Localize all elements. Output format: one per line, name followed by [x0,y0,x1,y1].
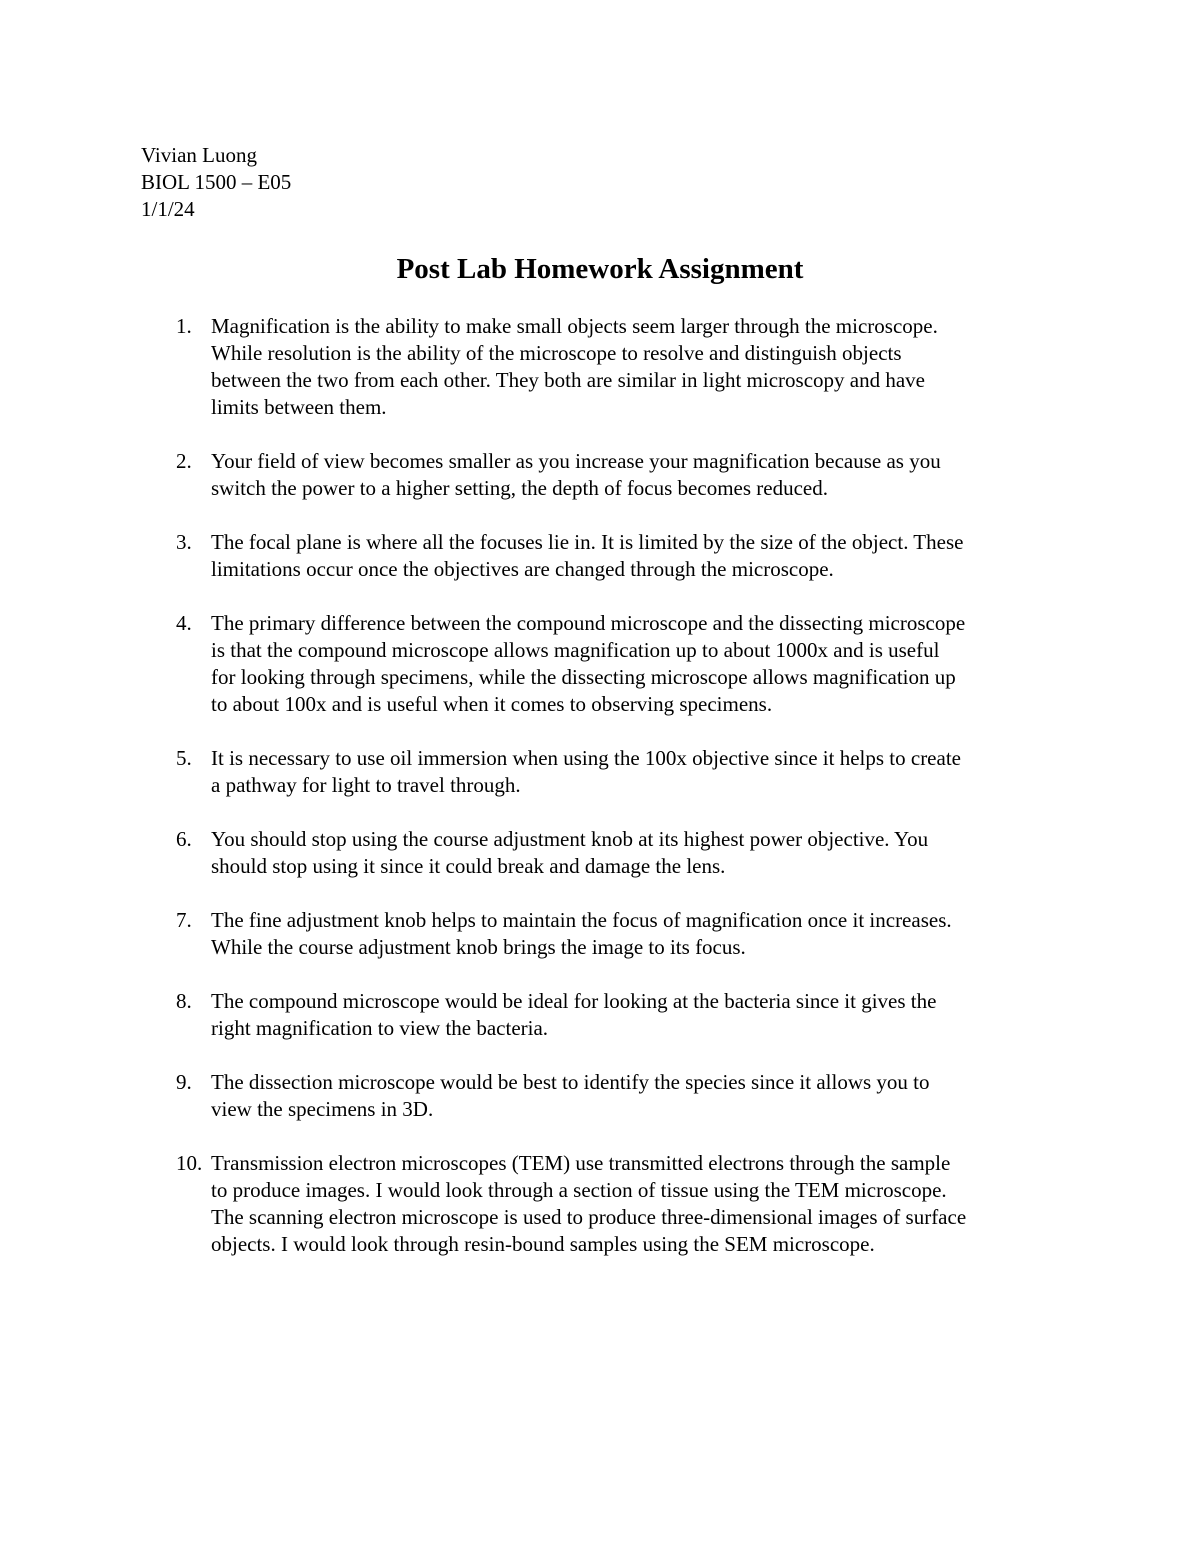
answer-item [141,448,1071,502]
answer-number: 6. [176,827,192,851]
answer-text-line: for looking through specimens, while the dissecting microscope allows magnification up [211,665,956,689]
answer-text-line: objects. I would look through resin-bound samples using the SEM microscope. [211,1232,875,1256]
answer-number: 1. [176,314,192,338]
answer-text-line: The focal plane is where all the focuses lie in. It is limited by the size of the object. These [211,530,964,554]
course-section: BIOL 1500 – E05 [141,170,292,194]
document-date: 1/1/24 [141,197,195,221]
answer-text-line: Magnification is the ability to make small objects seem larger through the microscope. [211,314,938,338]
answer-text-line: You should stop using the course adjustment knob at its highest power objective. You [211,827,929,851]
answer-item [141,1069,1071,1123]
answer-item [141,988,1071,1042]
answer-text-line: Your field of view becomes smaller as you increase your magnification because as you [211,449,941,473]
answer-item [141,529,1071,583]
answer-number: 3. [176,530,192,554]
answer-number: 4. [176,611,192,635]
answer-text-line: limitations occur once the objectives are changed through the microscope. [211,557,834,581]
student-name: Vivian Luong [141,143,257,167]
answer-text-line: is that the compound microscope allows magnification up to about 1000x and is useful [211,638,940,662]
answer-number: 9. [176,1070,192,1094]
answer-text-line: The fine adjustment knob helps to maintain the focus of magnification once it increases. [211,908,952,932]
answer-item [141,826,1071,880]
answer-number: 7. [176,908,192,932]
answer-text-line: should stop using it since it could break and damage the lens. [211,854,726,878]
answer-item [141,907,1071,961]
answer-item [141,313,1071,421]
answer-text-line: While resolution is the ability of the microscope to resolve and distinguish objects [211,341,902,365]
answer-text-line: between the two from each other. They both are similar in light microscopy and have [211,368,925,392]
answer-text-line: The compound microscope would be ideal for looking at the bacteria since it gives the [211,989,937,1013]
answer-text-line: Transmission electron microscopes (TEM) use transmitted electrons through the sample [211,1151,951,1175]
answer-text-line: right magnification to view the bacteria. [211,1016,549,1040]
answer-text-line: The primary difference between the compound microscope and the dissecting microscope [211,611,966,635]
answer-text-line: The dissection microscope would be best to identify the species since it allows you to [211,1070,930,1094]
document-title: Post Lab Homework Assignment [396,253,804,285]
answer-item [141,610,1071,718]
answer-number: 5. [176,746,192,770]
answer-text-line: While the course adjustment knob brings the image to its focus. [211,935,746,959]
answer-text-line: to about 100x and is useful when it comes to observing specimens. [211,692,773,716]
answer-number: 8. [176,989,192,1013]
answer-text-line: view the specimens in 3D. [211,1097,434,1121]
answer-text-line: limits between them. [211,395,387,419]
answer-item [141,1150,1071,1258]
answer-text-line: switch the power to a higher setting, the depth of focus becomes reduced. [211,476,828,500]
document-header [141,142,291,223]
answer-number: 10. [176,1151,203,1175]
answer-text-line: The scanning electron microscope is used to produce three-dimensional images of surface [211,1205,967,1229]
answers-list [141,313,1071,1285]
answer-item [141,745,1071,799]
answer-text-line: a pathway for light to travel through. [211,773,521,797]
answer-text-line: to produce images. I would look through a section of tissue using the TEM microscope. [211,1178,947,1202]
answer-text-line: It is necessary to use oil immersion when using the 100x objective since it helps to create [211,746,961,770]
answer-number: 2. [176,449,192,473]
